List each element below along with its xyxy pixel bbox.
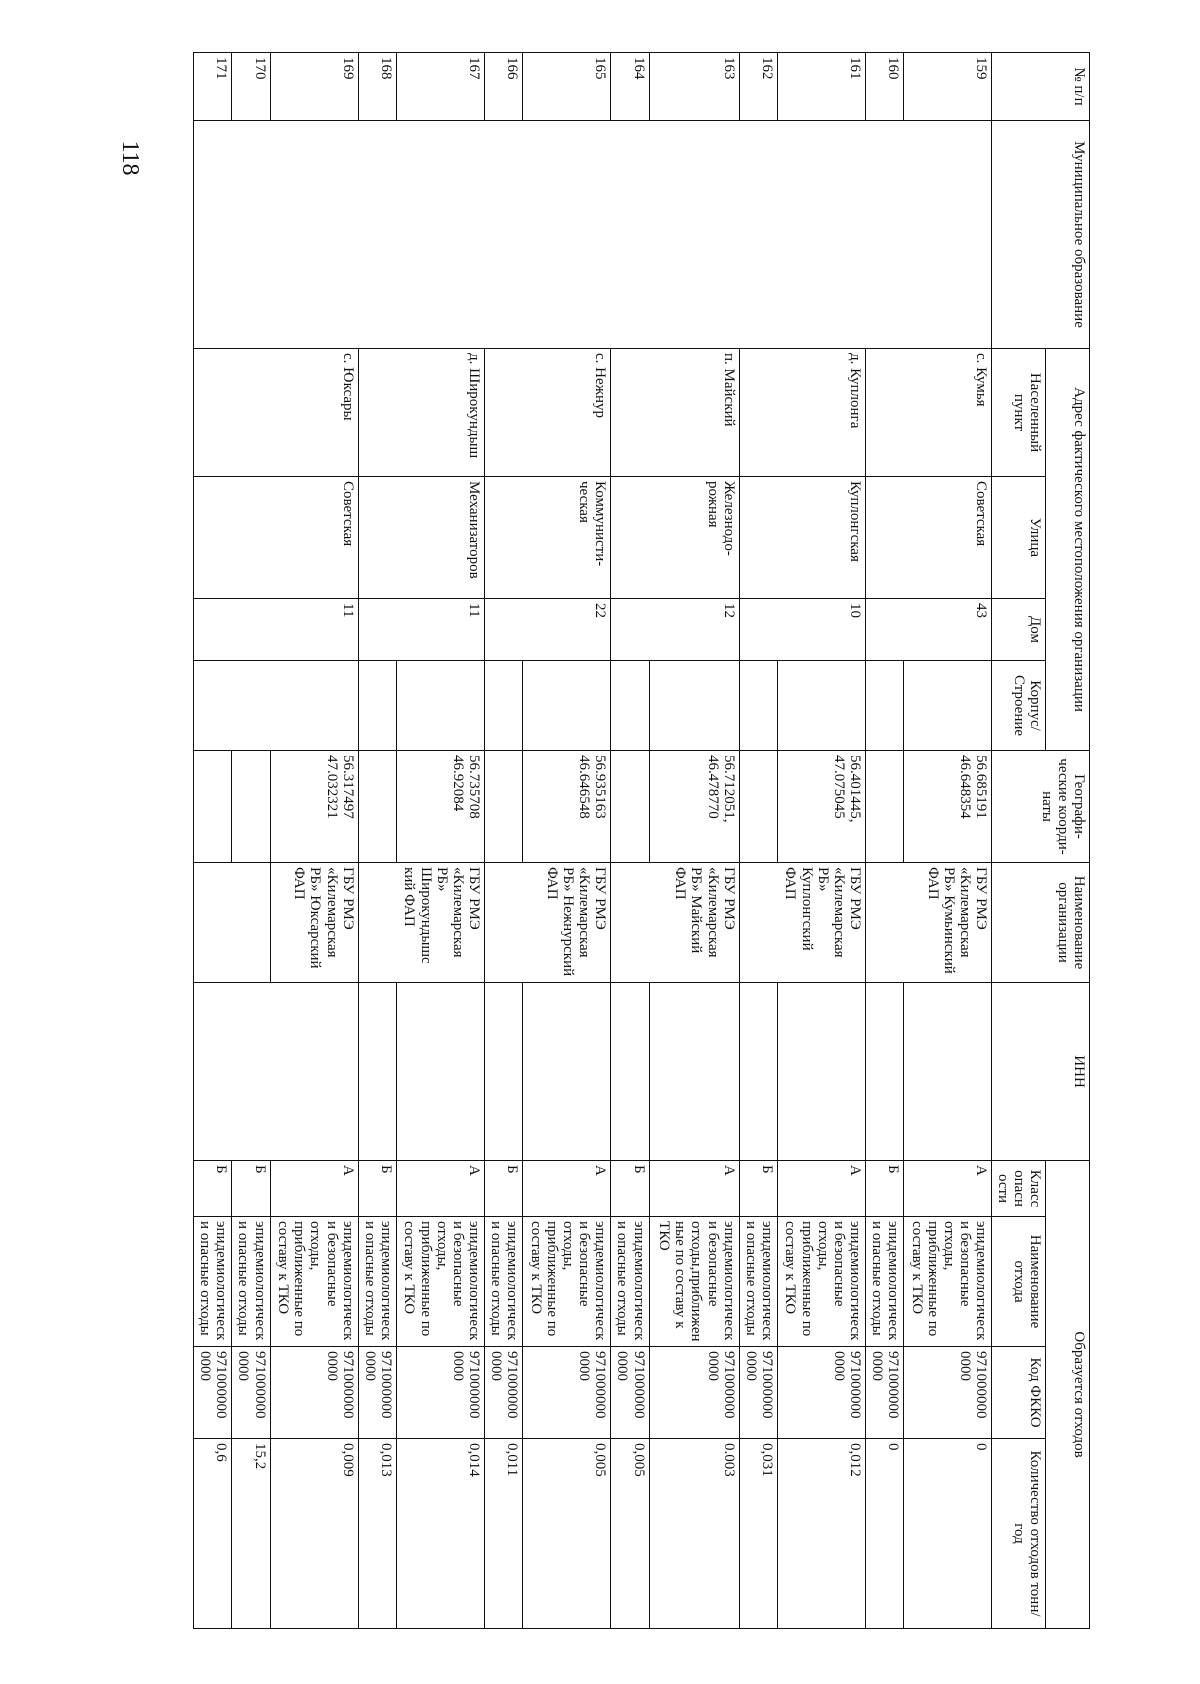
header-inn: ИНН [992, 983, 1090, 1161]
header-address-group: Адрес фактического местоположения организации [1046, 349, 1090, 751]
cell-fkko: 971000000 0000 [778, 1347, 866, 1439]
cell-qty: 0 [866, 1439, 904, 1629]
table-row [904, 53, 992, 1629]
cell-house: 11 [358, 599, 484, 661]
cell-fkko: 971000000 0000 [485, 1347, 523, 1439]
header-quantity: Количество отходов тонн/год [992, 1439, 1046, 1629]
cell-street: Железнодо- рожная [611, 477, 739, 599]
cell-fkko: 971000000 0000 [397, 1347, 485, 1439]
cell-org: ГБУ РМЭ «Килемарская РБ» Кумьинский ФАП [866, 863, 992, 983]
cell-num: 166 [485, 53, 523, 121]
cell-qty: 0,6 [194, 1439, 232, 1629]
cell-qty: 0,031 [739, 1439, 777, 1629]
cell-building [649, 661, 739, 751]
page-number: 118 [117, 140, 143, 176]
cell-waste: эпидемиологическ и опасные отходы [739, 1217, 777, 1347]
cell-coords: 56.735708 46.92084 [397, 751, 485, 863]
header-hazard-class: Класс опасн ости [992, 1161, 1046, 1217]
cell-class: А [397, 1161, 485, 1217]
header-org-name: Наименование организации [992, 863, 1090, 983]
cell-class: А [904, 1161, 992, 1217]
cell-inn [485, 983, 523, 1161]
cell-class: А [778, 1161, 866, 1217]
cell-inn [358, 983, 396, 1161]
cell-street: Советская [866, 477, 992, 599]
cell-fkko: 971000000 0000 [611, 1347, 649, 1439]
cell-building [194, 661, 359, 751]
cell-class: Б [232, 1161, 270, 1217]
cell-inn [866, 983, 904, 1161]
header-settlement: Населенный пункт [992, 349, 1046, 477]
cell-class: Б [485, 1161, 523, 1217]
cell-class: Б [611, 1161, 649, 1217]
cell-coords: 56.712051, 46.478770 [649, 751, 739, 863]
cell-inn [397, 983, 485, 1161]
cell-qty: 0,009 [270, 1439, 358, 1629]
cell-class: А [523, 1161, 611, 1217]
header-waste-group: Образуется отходов [1046, 1161, 1090, 1629]
cell-qty: 0,013 [358, 1439, 396, 1629]
cell-coords [866, 751, 904, 863]
cell-num: 165 [523, 53, 611, 121]
cell-qty: 0 [904, 1439, 992, 1629]
cell-waste: эпидемиологическ и опасные отходы [194, 1217, 232, 1347]
cell-fkko: 971000000 0000 [739, 1347, 777, 1439]
cell-house: 12 [611, 599, 739, 661]
cell-settlement: п. Майский [611, 349, 739, 477]
cell-house: 11 [194, 599, 359, 661]
cell-num: 169 [270, 53, 358, 121]
cell-fkko: 971000000 0000 [649, 1347, 739, 1439]
cell-qty: 0,005 [523, 1439, 611, 1629]
cell-waste: эпидемиологическ и безопасные отходы, приближенные по составу к ТКО [523, 1217, 611, 1347]
cell-coords: 56.401445, 47.075045 [778, 751, 866, 863]
cell-fkko: 971000000 0000 [232, 1347, 270, 1439]
cell-num: 171 [194, 53, 232, 121]
cell-building [523, 661, 611, 751]
cell-settlement: с. Юксары [194, 349, 359, 477]
cell-org: ГБУ РМЭ «Килемарская РБ» Широкундышс кий ФАП [358, 863, 484, 983]
cell-settlement: с. Кумья [866, 349, 992, 477]
cell-class: Б [194, 1161, 232, 1217]
cell-class: Б [358, 1161, 396, 1217]
cell-waste: эпидемиологическ и безопасные отходы, приближенные по составу к ТКО [397, 1217, 485, 1347]
cell-org: ГБУ РМЭ «Килемарская РБ» Юксарский ФАП [270, 863, 358, 983]
cell-waste: эпидемиологическ и опасные отходы [485, 1217, 523, 1347]
cell-street: Куплонгская [739, 477, 865, 599]
cell-qty: 0,014 [397, 1439, 485, 1629]
cell-num: 167 [397, 53, 485, 121]
cell-org [194, 863, 271, 983]
cell-num: 161 [778, 53, 866, 121]
cell-house: 22 [485, 599, 611, 661]
cell-coords [232, 751, 270, 863]
cell-coords: 56.935163 46.646548 [523, 751, 611, 863]
cell-building [358, 661, 396, 751]
waste-table [193, 52, 1090, 1629]
header-waste-name: Наименование отхода [992, 1217, 1046, 1347]
header-fkko: Код ФККО [992, 1347, 1046, 1439]
cell-coords [194, 751, 232, 863]
cell-class: Б [866, 1161, 904, 1217]
cell-building [397, 661, 485, 751]
cell-fkko: 971000000 0000 [866, 1347, 904, 1439]
cell-fkko: 971000000 0000 [904, 1347, 992, 1439]
cell-inn [194, 983, 359, 1161]
cell-street: Советская [194, 477, 359, 599]
cell-settlement: с. Нежнур [485, 349, 611, 477]
header-building: Корпус/ Строение [992, 661, 1046, 751]
header-coords: Географи- ческие коорди- наты [992, 751, 1090, 863]
cell-fkko: 971000000 0000 [358, 1347, 396, 1439]
cell-inn [778, 983, 866, 1161]
cell-inn [739, 983, 777, 1161]
cell-num: 170 [232, 53, 270, 121]
cell-street: Механизаторов [358, 477, 484, 599]
cell-waste: эпидемиологическ и опасные отходы [611, 1217, 649, 1347]
cell-coords [485, 751, 523, 863]
cell-waste: эпидемиологическ и безопасные отходы,приближен ные по составу к ТКО [649, 1217, 739, 1347]
cell-fkko: 971000000 0000 [270, 1347, 358, 1439]
cell-num: 164 [611, 53, 649, 121]
cell-inn [611, 983, 649, 1161]
cell-building [611, 661, 649, 751]
cell-qty: 0,011 [485, 1439, 523, 1629]
cell-street: Коммунисти- ческая [485, 477, 611, 599]
cell-house: 43 [866, 599, 992, 661]
cell-qty: 0.003 [649, 1439, 739, 1629]
cell-inn [904, 983, 992, 1161]
cell-num: 160 [866, 53, 904, 121]
cell-qty: 0,005 [611, 1439, 649, 1629]
cell-class: А [270, 1161, 358, 1217]
cell-inn [649, 983, 739, 1161]
cell-waste: эпидемиологическ и опасные отходы [866, 1217, 904, 1347]
cell-qty: 0,012 [778, 1439, 866, 1629]
cell-org: ГБУ РМЭ «Килемарская РБ» Майский ФАП [611, 863, 739, 983]
cell-municipality [194, 121, 992, 349]
cell-building [485, 661, 523, 751]
cell-coords: 56.317497 47.032321 [270, 751, 358, 863]
cell-num: 168 [358, 53, 396, 121]
cell-waste: эпидемиологическ и безопасные отходы, приближенные по составу к ТКО [904, 1217, 992, 1347]
cell-settlement: д. Куплонга [739, 349, 865, 477]
cell-house: 10 [739, 599, 865, 661]
cell-coords [739, 751, 777, 863]
cell-coords: 56.685191 46.648354 [904, 751, 992, 863]
cell-fkko: 971000000 0000 [523, 1347, 611, 1439]
cell-num: 159 [904, 53, 992, 121]
cell-class: Б [739, 1161, 777, 1217]
cell-num: 163 [649, 53, 739, 121]
cell-class: А [649, 1161, 739, 1217]
cell-qty: 15,2 [232, 1439, 270, 1629]
cell-org: ГБУ РМЭ «Килемарская РБ» Куплонгский ФАП [739, 863, 865, 983]
cell-org: ГБУ РМЭ «Килемарская РБ» Нежнурский ФАП [485, 863, 611, 983]
cell-waste: эпидемиологическ и опасные отходы [358, 1217, 396, 1347]
cell-building [866, 661, 904, 751]
cell-coords [358, 751, 396, 863]
cell-waste: эпидемиологическ и безопасные отходы, приближенные по составу к ТКО [270, 1217, 358, 1347]
cell-inn [523, 983, 611, 1161]
cell-settlement: д. Широкундыш [358, 349, 484, 477]
header-street: Улица [992, 477, 1046, 599]
cell-building [778, 661, 866, 751]
cell-waste: эпидемиологическ и безопасные отходы, приближенные по составу к ТКО [778, 1217, 866, 1347]
header-num: № п/п [992, 53, 1090, 121]
header-municipality: Муниципальное образование [992, 121, 1090, 349]
cell-waste: эпидемиологическ и опасные отходы [232, 1217, 270, 1347]
header-house: Дом [992, 599, 1046, 661]
cell-num: 162 [739, 53, 777, 121]
rotated-table-wrapper [193, 52, 1090, 1628]
cell-fkko: 971000000 0000 [194, 1347, 232, 1439]
cell-building [904, 661, 992, 751]
cell-building [739, 661, 777, 751]
cell-coords [611, 751, 649, 863]
